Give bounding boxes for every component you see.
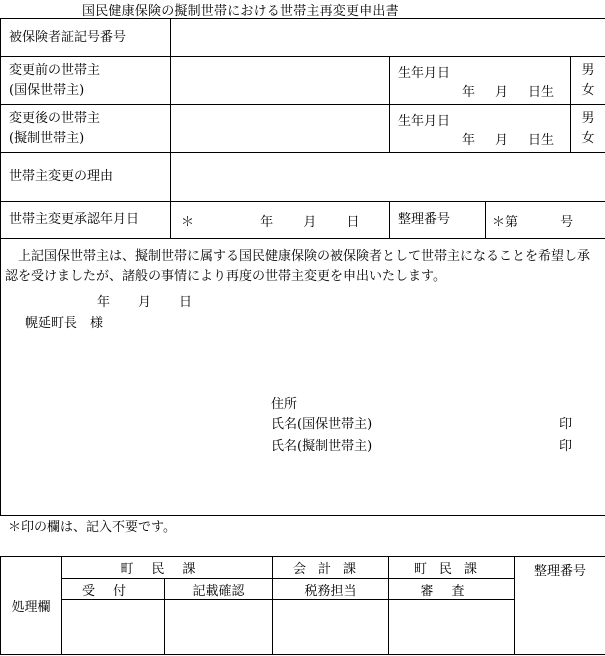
processing-table xyxy=(0,556,605,655)
seal-mark: 印 xyxy=(559,439,573,454)
tax-officer-label: 税務担当 xyxy=(273,579,389,600)
tax-officer-stamp-field[interactable] xyxy=(273,600,389,655)
declaration-text: 上記国保世帯主は、擬制世帯に属する国民健康保険の被保険者として世帯主になることを希望し承認を受けましたが、諸般の事情により再度の世帯主変更を申出いたします。 xyxy=(5,249,591,284)
change-reason-field[interactable] xyxy=(171,153,605,202)
reception-stamp-field[interactable] xyxy=(62,600,165,655)
before-sex-field[interactable]: 男 女 xyxy=(571,57,605,105)
seal-mark: 印 xyxy=(559,417,573,432)
ref-number-label: 整理番号 xyxy=(390,202,486,239)
after-householder-label: 変更後の世帯主 (擬制世帯主) xyxy=(1,105,171,153)
dept-town-residents: 町民課 xyxy=(389,557,515,579)
dept-town-residents: 町民課 xyxy=(62,557,273,579)
insured-number-field[interactable] xyxy=(171,19,605,57)
processing-label: 処理欄 xyxy=(1,557,62,655)
reception-label: 受付 xyxy=(62,579,165,600)
approval-date-label: 世帯主変更承認年月日 xyxy=(1,202,171,239)
entry-check-stamp-field[interactable] xyxy=(165,600,273,655)
gisei-householder-name-label: 氏名(擬制世帯主) xyxy=(271,439,373,454)
after-birthdate-field[interactable]: 生年月日 年 月 日生 xyxy=(390,105,571,153)
after-sex-field[interactable]: 男 女 xyxy=(571,105,605,153)
note-text: ＊印の欄は、記入不要です。 xyxy=(8,520,176,535)
processing-ref-number: 整理番号 xyxy=(515,557,605,655)
application-form-table xyxy=(0,18,605,516)
declaration-date[interactable]: 年 月 日 xyxy=(97,295,193,310)
after-householder-name-field[interactable] xyxy=(171,105,390,153)
inspection-stamp-field[interactable] xyxy=(389,600,515,655)
declaration-area xyxy=(1,239,605,516)
change-reason-label: 世帯主変更の理由 xyxy=(1,153,171,202)
form-title: 国民健康保険の擬制世帯における世帯主再変更申出書 xyxy=(82,4,399,19)
entry-check-label: 記載確認 xyxy=(165,579,273,600)
addressee: 幌延町長 様 xyxy=(25,316,104,331)
before-householder-label: 変更前の世帯主 (国保世帯主) xyxy=(1,57,171,105)
ref-number-field[interactable]: ＊第 号 xyxy=(486,202,605,239)
inspection-label: 審査 xyxy=(389,579,515,600)
address-label: 住所 xyxy=(271,397,298,412)
before-householder-name-field[interactable] xyxy=(171,57,390,105)
before-birthdate-field[interactable]: 生年月日 年 月 日生 xyxy=(390,57,571,105)
insured-number-label: 被保険者証記号番号 xyxy=(1,19,171,57)
kokuho-householder-name-label: 氏名(国保世帯主) xyxy=(271,417,373,432)
dept-accounting: 会計課 xyxy=(273,557,389,579)
approval-date-field[interactable]: ＊ 年 月 日 xyxy=(171,202,390,239)
